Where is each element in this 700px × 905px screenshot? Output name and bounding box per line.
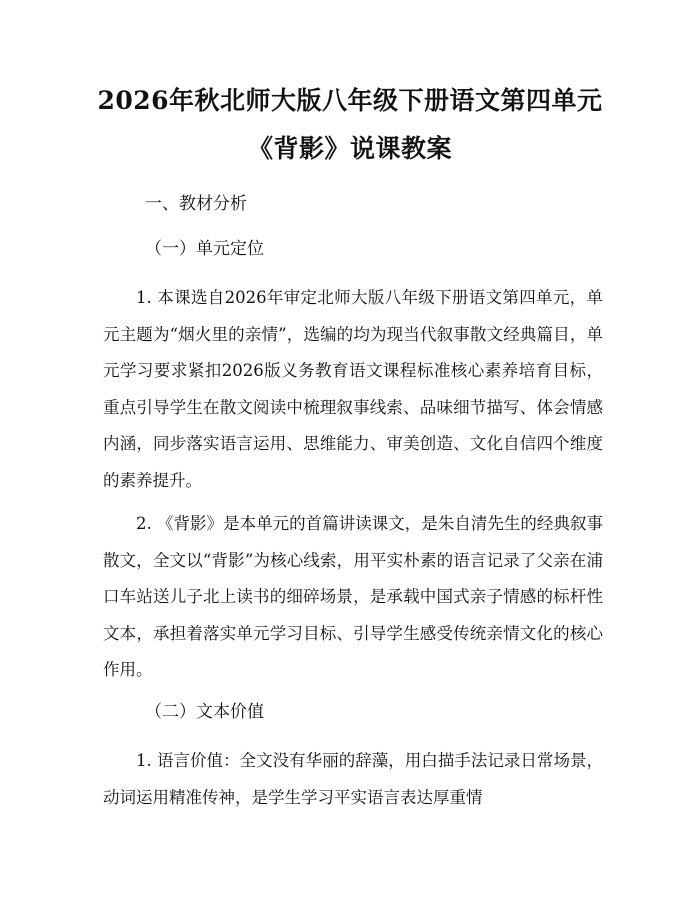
subsection-heading-unit-positioning: （一）单元定位 xyxy=(145,239,264,259)
subsection-heading-text-value: （二）文本价值 xyxy=(145,702,264,722)
paragraph-unit-positioning-1: 1. 本课选自2026年审定北师大版八年级下册语文第四单元，单元主题为“烟火里的亲情”，选编的均为现当代叙事散文经典篇目，单元学习要求紧扣2026版义务教育语文课程标准核心素养培育目标，重点引导学生在散文阅读中梳理叙事线索、品味细节描写、体会情感内涵，同步落实语言运用、思维能力、审美创造、文化自信四个维度的素养提升。 xyxy=(103,288,603,490)
section-heading-textbook-analysis: 一、教材分析 xyxy=(145,194,247,214)
paragraph-unit-positioning-2: 2. 《背影》是本单元的首篇讲读课文，是朱自清先生的经典叙事散文，全文以“背影”为核心线索，用平实朴素的语言记录了父亲在浦口车站送儿子北上读书的细碎场景，是承载中国式亲子情感的标杆性文本，承担着落实单元学习目标、引导学生感受传统亲情文化的核心作用。 xyxy=(103,514,603,679)
document-title-line-1: 2026年秋北师大版八年级下册语文第四单元 xyxy=(97,86,603,115)
document-title-line-2: 《背影》说课教案 xyxy=(247,134,452,163)
paragraph-language-value: 1. 语言价值：全文没有华丽的辞藻，用白描手法记录日常场景，动词运用精准传神，是学生学习平实语言表达厚重情 xyxy=(103,751,603,807)
